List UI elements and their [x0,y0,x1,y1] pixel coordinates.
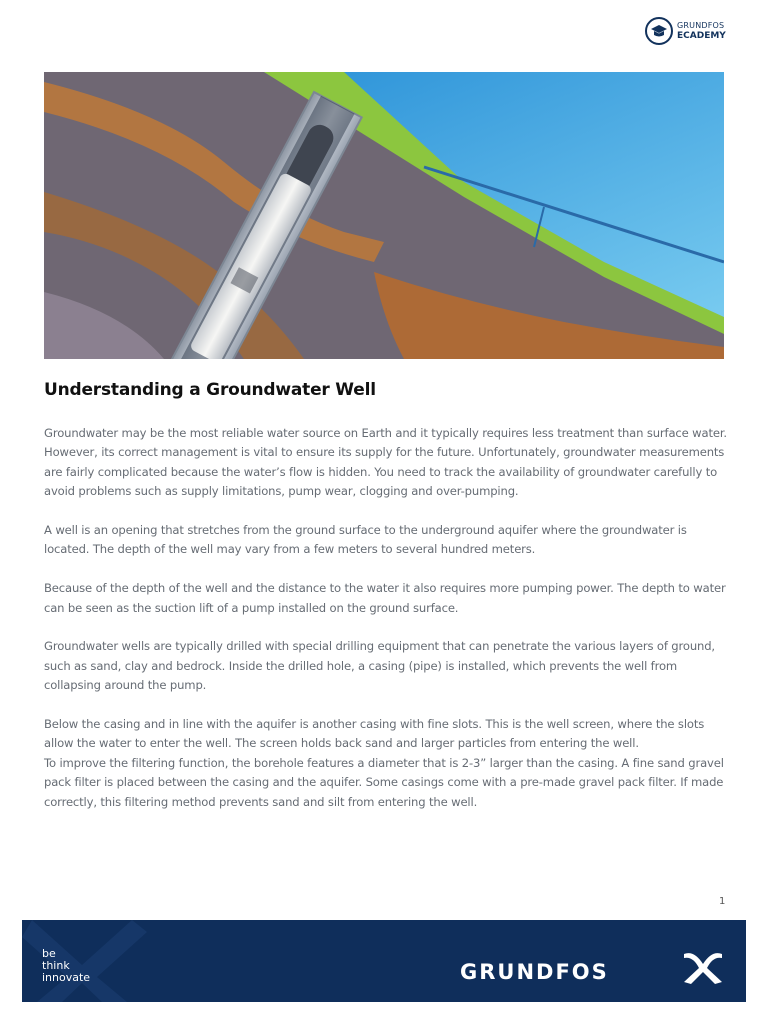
graduation-cap-icon [645,17,673,45]
paragraph: Below the casing and in line with the aquifer is another casing with fine slots. This is the well screen, where the slots allow the water to enter the well. The screen holds back sand and larger particles from entering the well. [44,717,705,751]
tagline-line: innovate [42,971,91,984]
grundfos-x-icon [682,950,724,986]
article-title: Understanding a Groundwater Well [44,380,376,400]
paragraph: Because of the depth of the well and the distance to the water it also requires more pumping power. The depth to water can be seen as the suction lift of a pump installed on the ground surface. [44,581,726,615]
paragraph: Groundwater wells are typically drilled with special drilling equipment that can penetrate the various layers of ground, such as sand, clay and bedrock. Inside the drilled hole, a casing (pipe) is installed, which prevents the well from collapsing around the pump. [44,639,715,693]
paragraph: A well is an opening that stretches from the ground surface to the underground aquifer where the groundwater is located. The depth of the well may vary from a few meters to several hundred meters. [44,523,687,557]
paragraph: Groundwater may be the most reliable water source on Earth and it typically requires less treatment than surface water. However, its correct management is vital to ensure its supply for the future. Unfortunately, groundwater measurements are fairly complicated because the water’s flow is hidden. You need to track the availability of groundwater carefully to avoid problems such as supply limitations, pump wear, clogging and over-pumping. [44,426,727,499]
footer-banner [22,920,746,1002]
page-number: 1 [719,896,726,907]
grundfos-ecademy-logo [645,16,735,46]
logo-line-1: GRUNDFOS [677,21,725,30]
tagline-line: think [42,959,70,972]
paragraph: To improve the filtering function, the borehole features a diameter that is 2-3” larger than the casing. A fine sand gravel pack filter is placed between the casing and the aquifer. Some casings come with a pre-made gravel pack filter. If made correctly, this filtering method prevents sand and silt from entering the well. [44,755,724,809]
grundfos-wordmark: GRUNDFOS [460,960,609,984]
hero-image-groundwater-well [44,72,724,359]
tagline-line: be [42,947,56,960]
logo-line-2: ECADEMY [677,31,726,41]
article-body [44,424,728,831]
tagline [42,948,90,984]
